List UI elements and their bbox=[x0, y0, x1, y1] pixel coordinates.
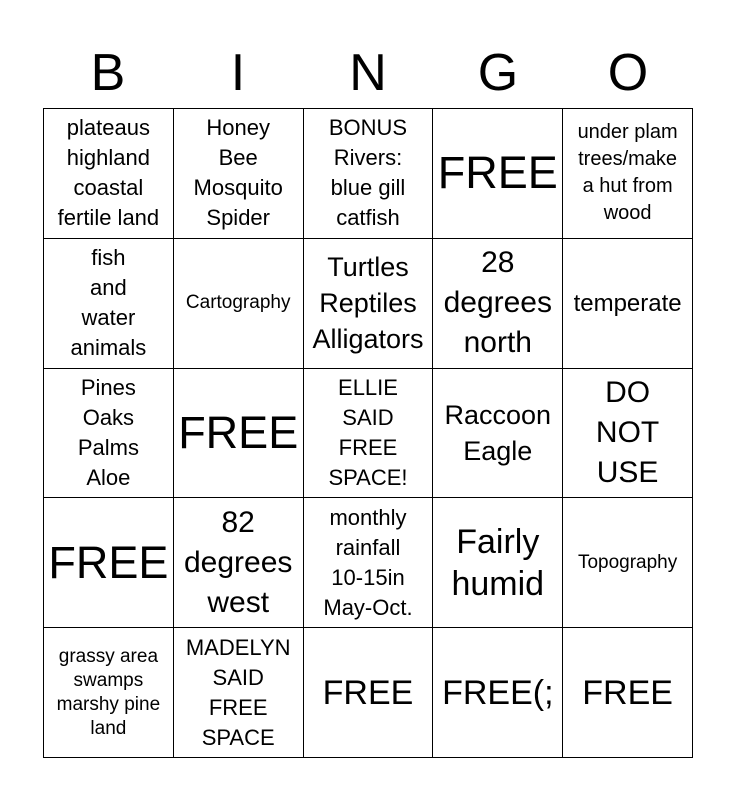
cell-text: Raccoon Eagle bbox=[444, 399, 552, 466]
bingo-cell bbox=[304, 109, 434, 239]
header-letter-b: B bbox=[90, 44, 126, 102]
cell-text: FREE bbox=[48, 536, 169, 588]
cell-text: monthly rainfall 10-15in May-Oct. bbox=[323, 504, 413, 620]
cell-text: Pines Oaks Palms Aloe bbox=[77, 374, 139, 490]
cell-text: ELLIE SAID FREE SPACE! bbox=[328, 374, 408, 490]
cell-text: MADELYN SAID FREE SPACE bbox=[185, 634, 291, 750]
bingo-cell bbox=[174, 109, 304, 239]
bingo-cell bbox=[304, 239, 434, 369]
bingo-cell bbox=[433, 109, 563, 239]
cell-text: Fairly humid bbox=[451, 522, 545, 603]
cell-text: FREE bbox=[582, 673, 673, 712]
bingo-cell bbox=[174, 498, 304, 628]
bingo-cell bbox=[433, 498, 563, 628]
header-letter-g: G bbox=[477, 44, 519, 102]
bingo-header bbox=[43, 40, 693, 106]
cell-text: Turtles Reptiles Alligators bbox=[312, 252, 424, 355]
bingo-cell bbox=[304, 498, 434, 628]
bingo-cell bbox=[563, 498, 693, 628]
cell-text: FREE bbox=[178, 406, 299, 458]
cell-text: temperate bbox=[573, 289, 682, 317]
cell-text: Honey Bee Mosquito Spider bbox=[193, 115, 283, 231]
bingo-cell bbox=[44, 369, 174, 499]
bingo-cell bbox=[563, 628, 693, 758]
cell-text: BONUS Rivers: blue gill catfish bbox=[328, 115, 408, 231]
cell-text: FREE bbox=[322, 673, 414, 712]
bingo-cell bbox=[304, 628, 434, 758]
header-letter-i: I bbox=[230, 44, 246, 102]
cell-text: fish and water animals bbox=[70, 245, 147, 361]
bingo-cell bbox=[563, 109, 693, 239]
bingo-cell bbox=[174, 239, 304, 369]
bingo-grid bbox=[43, 108, 693, 758]
bingo-cell bbox=[174, 369, 304, 499]
bingo-cell bbox=[174, 628, 304, 758]
cell-text: FREE(; bbox=[442, 673, 554, 712]
cell-text: Topography bbox=[577, 551, 678, 573]
cell-text: plateaus highland coastal fertile land bbox=[57, 115, 160, 231]
cell-text: FREE bbox=[437, 147, 558, 199]
bingo-cell bbox=[304, 369, 434, 499]
header-letter-n: N bbox=[349, 44, 387, 102]
bingo-cell bbox=[44, 628, 174, 758]
cell-text: 82 degrees west bbox=[183, 505, 293, 619]
cell-text: under plam trees/make a hut from wood bbox=[577, 121, 678, 225]
bingo-cell bbox=[563, 369, 693, 499]
cell-text: Cartography bbox=[185, 292, 291, 314]
bingo-cell bbox=[433, 628, 563, 758]
bingo-cell bbox=[563, 239, 693, 369]
bingo-cell bbox=[44, 109, 174, 239]
bingo-cell bbox=[433, 239, 563, 369]
header-letter-o: O bbox=[607, 44, 649, 102]
bingo-cell bbox=[44, 239, 174, 369]
cell-text: grassy area swamps marshy pine land bbox=[56, 645, 161, 739]
cell-text: DO NOT USE bbox=[595, 375, 660, 489]
bingo-cell bbox=[44, 498, 174, 628]
cell-text: 28 degrees north bbox=[443, 246, 552, 360]
bingo-cell bbox=[433, 369, 563, 499]
